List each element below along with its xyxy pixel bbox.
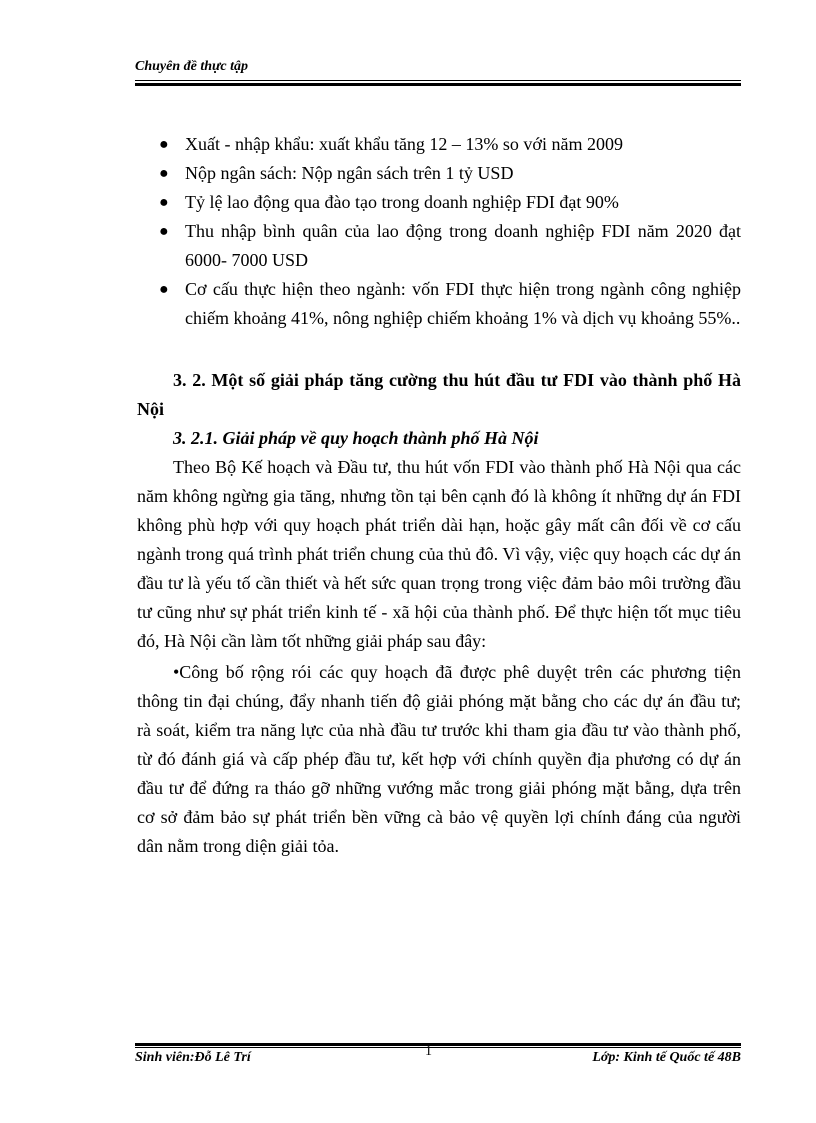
- list-item: [137, 159, 741, 188]
- bullet-icon: ●: [159, 281, 169, 298]
- list-item: [137, 188, 741, 217]
- bullet-icon: ●: [159, 165, 169, 182]
- list-item: [137, 275, 741, 333]
- list-item-text: Nộp ngân sách: Nộp ngân sách trên 1 tỷ USD: [185, 163, 514, 183]
- section-title: 3. 2. Một số giải pháp tăng cường thu hút đầu tư FDI vào thành phố Hà Nội: [137, 370, 741, 419]
- header-rule-thin: [135, 80, 741, 81]
- list-item: [137, 217, 741, 275]
- bullet-icon: ●: [159, 223, 169, 240]
- list-item-text: Tỷ lệ lao động qua đào tạo trong doanh nghiệp FDI đạt 90%: [185, 192, 619, 212]
- bullet-icon: ●: [159, 136, 169, 153]
- subsection-title: 3. 2.1. Giải pháp về quy hoạch thành phố Hà Nội: [173, 428, 539, 448]
- body-paragraph: Theo Bộ Kế hoạch và Đầu tư, thu hút vốn FDI vào thành phố Hà Nội qua các năm không ngừng gia tăng, nhưng tồn tại bên cạnh đó là không ít những dự án FDI không phù hợp với quy hoạch phát triển dài hạn, hoặc gây mất cân đối về cơ cấu ngành trong quá trình phát triển chung của thủ đô. Vì vậy, việc quy hoạch các dự án đầu tư là yếu tố cần thiết và hết sức quan trọng trong việc đảm bảo môi trường đầu tư cũng như sự phát triển kinh tế - xã hội của thành phố. Để thực hiện tốt mục tiêu đó, Hà Nội cần làm tốt những giải pháp sau đây:: [137, 457, 741, 651]
- list-item: [137, 130, 741, 159]
- header-title: Chuyên đề thực tập: [135, 59, 249, 74]
- footer-student-name: Sinh viên:Đỗ Lê Trí: [135, 1050, 251, 1065]
- header-rule-thick: [135, 83, 741, 86]
- bullet-icon: ●: [159, 194, 169, 211]
- footer-class-name: Lớp: Kinh tế Quốc tế 48B: [592, 1050, 741, 1065]
- list-item-text: Xuất - nhập khẩu: xuất khẩu tăng 12 – 13% so với năm 2009: [185, 134, 623, 154]
- list-item-text: Thu nhập bình quân của lao động trong doanh nghiệp FDI năm 2020 đạt 6000- 7000 USD: [185, 221, 741, 270]
- bullet-list: [137, 130, 741, 333]
- page-body: [137, 130, 741, 861]
- footer-rule-thick: [135, 1043, 741, 1046]
- list-item-text: Cơ cấu thực hiện theo ngành: vốn FDI thực hiện trong ngành công nghiệp chiếm khoảng 41%, nông nghiệp chiếm khoảng 1% và dịch vụ khoảng 55%..: [185, 279, 741, 328]
- bullet-paragraph: •Công bố rộng rói các quy hoạch đã được phê duyệt trên các phương tiện thông tin đại chúng, đẩy nhanh tiến độ giải phóng mặt bằng cho các dự án đầu tư; rà soát, kiểm tra năng lực của nhà đầu tư trước khi tham gia đầu tư vào thành phố, từ đó đánh giá và cấp phép đầu tư, kết hợp với chính quyền địa phương có dự án đầu tư để đứng ra tháo gỡ những vướng mắc trong giải phóng mặt bằng, dựa trên cơ sở đảm bảo sự phát triển bền vững cà bảo vệ quyền lợi chính đáng của người dân nằm trong diện giải tỏa.: [137, 662, 741, 856]
- page-header: [135, 58, 741, 76]
- footer-rule-thin: [135, 1047, 741, 1048]
- page-number: 1: [425, 1044, 432, 1059]
